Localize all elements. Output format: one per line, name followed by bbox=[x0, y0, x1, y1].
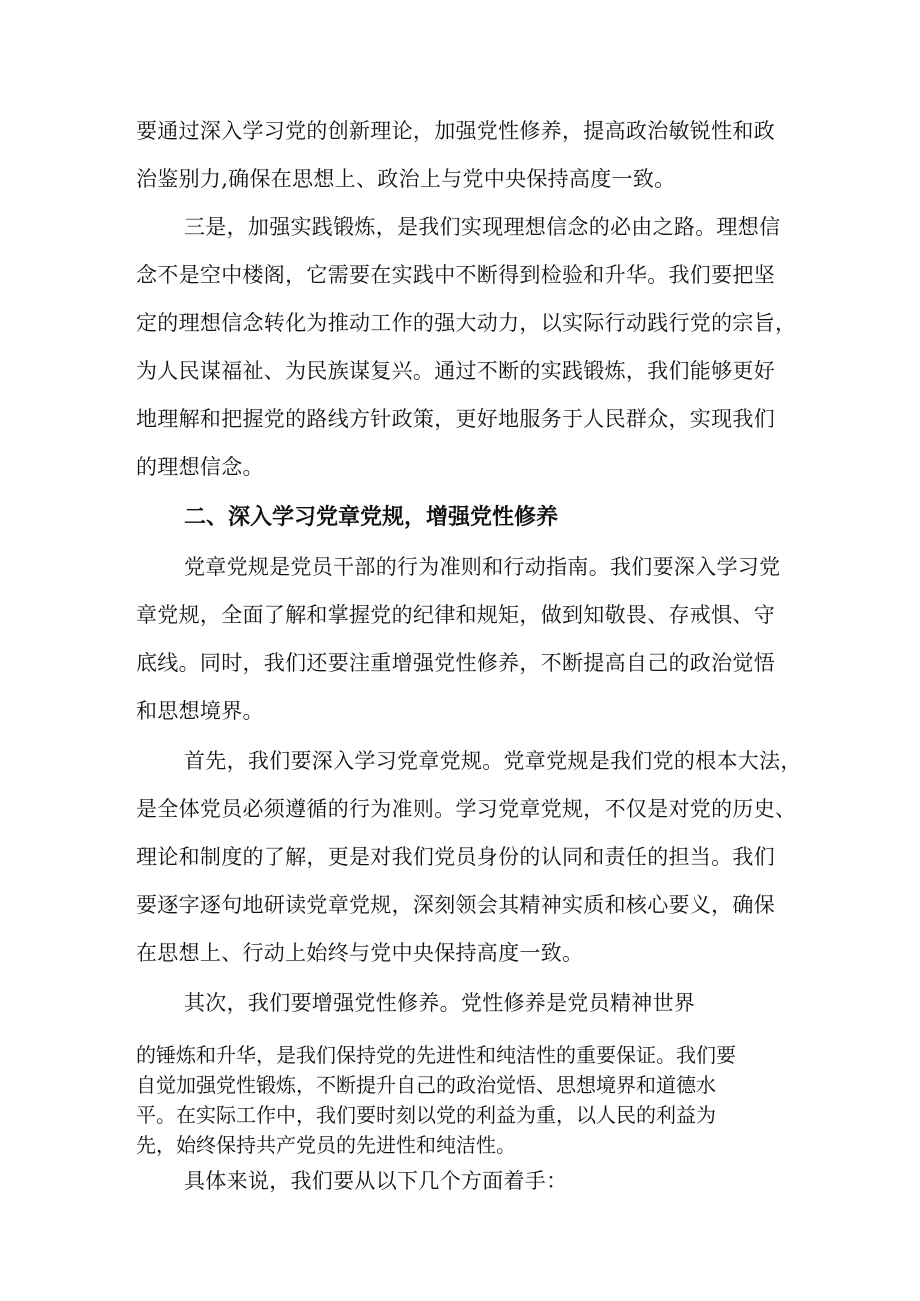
paragraph-line: 党章党规是党员干部的行为准则和行动指南。我们要深入学习党 bbox=[184, 555, 781, 579]
paragraph-line: 首先，我们要深入学习党章党规。党章党规是我们党的根本大法， bbox=[184, 749, 802, 773]
paragraph-line: 要通过深入学习党的创新理论，加强党性修养，提高政治敏锐性和政 bbox=[136, 119, 775, 143]
paragraph-line: 定的理想信念转化为推动工作的强大动力，以实际行动践行党的宗旨， bbox=[136, 311, 797, 335]
paragraph-line: 念不是空中楼阁，它需要在实践中不断得到检验和升华。我们要把坚 bbox=[136, 263, 775, 287]
paragraph-line: 平。在实际工作中，我们要时刻以党的利益为重，以人民的利益为 bbox=[136, 1103, 716, 1127]
paragraph-line: 地理解和把握党的路线方针政策，更好地服务于人民群众，实现我们 bbox=[136, 407, 775, 431]
paragraph-line: 要逐字逐句地研读党章党规，深刻领会其精神实质和核心要义，确保 bbox=[136, 893, 775, 917]
paragraph-line: 具体来说，我们要从以下几个方面着手： bbox=[184, 1169, 568, 1193]
paragraph-line: 的锤炼和升华，是我们保持党的先进性和纯洁性的重要保证。我们要 bbox=[136, 1043, 736, 1067]
paragraph-line: 和思想境界。 bbox=[136, 699, 264, 723]
paragraph-line: 其次，我们要增强党性修养。党性修养是党员精神世界 bbox=[184, 991, 696, 1015]
paragraph-line: 在思想上、行动上始终与党中央保持高度一致。 bbox=[136, 941, 584, 965]
paragraph-line: 章党规，全面了解和掌握党的纪律和规矩，做到知敬畏、存戒惧、守 bbox=[136, 603, 775, 627]
section-heading: 二、深入学习党章党规，增强党性修养 bbox=[184, 505, 559, 530]
paragraph-line: 底线。同时，我们还要注重增强党性修养，不断提高自己的政治觉悟 bbox=[136, 651, 775, 675]
paragraph-line: 理论和制度的了解，更是对我们党员身份的认同和责任的担当。我们 bbox=[136, 845, 775, 869]
paragraph-line: 自觉加强党性锻炼，不断提升自己的政治觉悟、思想境界和道德水 bbox=[136, 1073, 716, 1097]
paragraph-line: 治鉴别力,确保在思想上、政治上与党中央保持高度一致。 bbox=[136, 167, 676, 191]
paragraph-line: 是全体党员必须遵循的行为准则。学习党章党规，不仅是对党的历史、 bbox=[136, 797, 797, 821]
paragraph-line: 先，始终保持共产党员的先进性和纯洁性。 bbox=[136, 1133, 516, 1157]
paragraph-line: 的理想信念。 bbox=[136, 455, 264, 479]
paragraph-line: 三是，加强实践锻炼，是我们实现理想信念的必由之路。理想信 bbox=[184, 215, 781, 239]
paragraph-line: 为人民谋福祉、为民族谋复兴。通过不断的实践锻炼，我们能够更好 bbox=[136, 359, 775, 383]
